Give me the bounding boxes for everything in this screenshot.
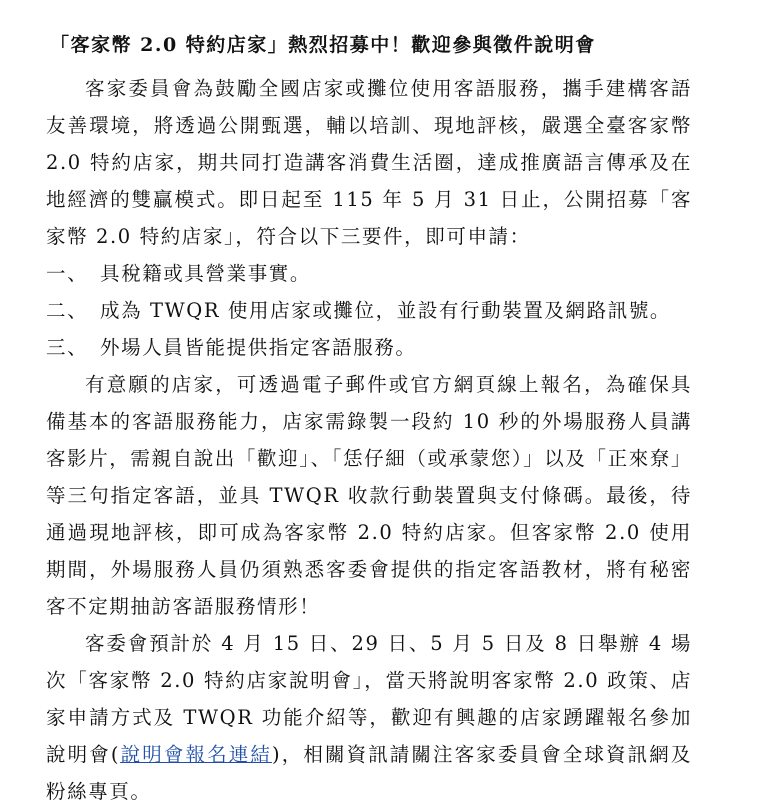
application-paragraph: 有意願的店家，可透過電子郵件或官方網頁線上報名，為確保具備基本的客語服務能力，店家需錄製一段約 10 秒的外場服務人員講客影片，需親自說出「歡迎」、「恁仔細（或承蒙您）」以及「正來尞」等三句指定客語，並具 TWQR 收款行動裝置與支付條碼。最後，待通過現地評核，即可成為客家幣 2.0 特約店家。但客家幣 2.0 使用期間，外場服務人員仍須熟悉客委會提供的指定客語教材，將有秘密客不定期抽訪客語服務情形！ bbox=[46, 373, 692, 618]
briefing-paragraph bbox=[46, 625, 692, 810]
requirement-number: 二、 bbox=[46, 299, 89, 322]
requirement-text: 具稅籍或具營業事實。 bbox=[100, 262, 312, 285]
requirement-text: 外場人員皆能提供指定客語服務。 bbox=[100, 336, 417, 359]
document-body bbox=[46, 22, 692, 810]
requirement-item-1 bbox=[46, 255, 692, 292]
requirement-text: 成為 TWQR 使用店家或攤位，並設有行動裝置及網路訊號。 bbox=[100, 299, 672, 322]
briefing-registration-link[interactable]: 說明會報名連結 bbox=[120, 743, 272, 766]
requirement-item-3 bbox=[46, 329, 692, 366]
requirement-number: 一、 bbox=[46, 262, 89, 285]
briefing-text-before: 客委會預計於 4 月 15 日、29 日、5 月 5 日及 8 日舉辦 4 場次「客家幣 2.0 特約店家說明會」，當天將說明客家幣 2.0 政策、店家申請方式及 TWQR 功能介紹等，歡迎有興趣的店家踴躍報名參加說明會( bbox=[46, 632, 692, 766]
requirement-number: 三、 bbox=[46, 336, 89, 359]
requirement-item-2 bbox=[46, 292, 692, 329]
page-title: 「客家幣 2.0 特約店家」熱烈招募中！歡迎參與徵件說明會 bbox=[50, 34, 596, 56]
intro-paragraph: 客家委員會為鼓勵全國店家或攤位使用客語服務，攜手建構客語友善環境，將透過公開甄選，輔以培訓、現地評核，嚴選全臺客家幣 2.0 特約店家，期共同打造講客消費生活圈，達成推廣語言傳承及在地經濟的雙贏模式。即日起至 115 年 5 月 31 日止，公開招募「客家幣 2.0 特約店家」，符合以下三要件，即可申請： bbox=[46, 77, 692, 248]
briefing-text-after: )，相關資訊請關注客家委員會全球資訊網及粉絲專頁。 bbox=[46, 743, 693, 803]
